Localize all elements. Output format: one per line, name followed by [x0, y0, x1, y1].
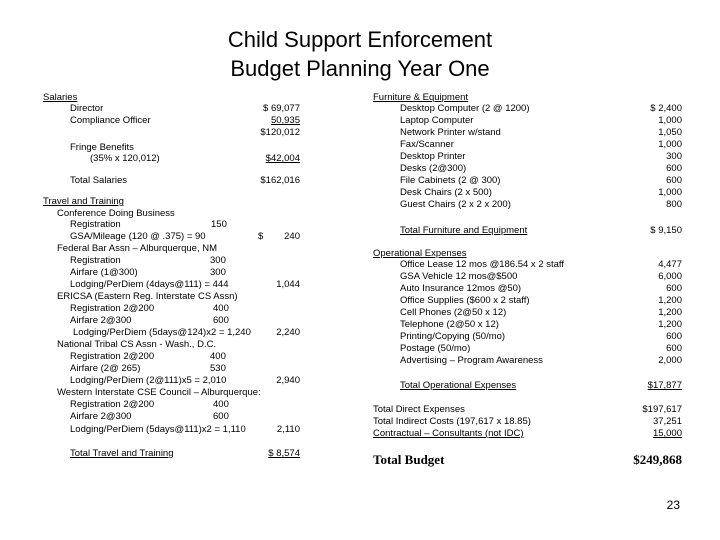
operational-item-amount: 6,000: [658, 271, 682, 282]
furniture-total-label: Total Furniture and Equipment: [400, 225, 528, 236]
ntcs-reg-label: Registration 2@200: [70, 351, 155, 362]
salaries-subtotal: $120,012: [260, 127, 300, 138]
total-budget-amount: $249,868: [633, 452, 682, 467]
furniture-item-label: Desktop Computer (2 @ 1200): [400, 103, 530, 114]
ntcs-air-value: 530: [210, 363, 226, 374]
fringe-calc: (35% x 120,012): [90, 153, 160, 164]
operational-item-label: Postage (50/mo): [400, 343, 471, 354]
fed-air-value: 300: [210, 267, 226, 278]
total-travel-label: Total Travel and Training: [70, 448, 174, 459]
furniture-item-amount: $ 2,400: [650, 103, 682, 114]
west-total: 2,110: [276, 424, 300, 435]
furniture-item-amount: 300: [666, 151, 682, 162]
page-title: [0, 25, 720, 83]
operational-item-label: Printing/Copying (50/mo): [400, 331, 506, 342]
total-salaries-amount: $162,016: [260, 175, 300, 186]
furniture-item-amount: 1,000: [658, 139, 682, 150]
total-salaries-label: Total Salaries: [70, 175, 128, 186]
west-heading: Western Interstate CSE Council – Alburquerque:: [57, 387, 261, 398]
fed-lodging-label: Lodging/PerDiem (4days@111) = 444: [70, 279, 229, 290]
fed-heading: Federal Bar Assn – Alburquerque, NM: [57, 243, 218, 254]
officer-amount: 50,935: [270, 115, 300, 126]
officer-label: Compliance Officer: [70, 115, 151, 126]
west-lodging-label: Lodging/PerDiem (5days@111)x2 = 1,110: [70, 424, 246, 435]
conf-reg-value: 150: [211, 219, 227, 230]
furniture-total-amount: $ 9,150: [650, 225, 682, 236]
west-reg-label: Registration 2@200: [70, 399, 155, 410]
operational-item-amount: 600: [666, 343, 682, 354]
travel-heading: Travel and Training: [43, 196, 124, 207]
furniture-item-amount: 1,000: [658, 115, 682, 126]
title-line-1: Child Support Enforcement: [227, 27, 493, 52]
indirect-amount: 37,251: [652, 416, 682, 427]
direct-label: Total Direct Expenses: [373, 404, 465, 415]
conf-heading: Conference Doing Business: [57, 208, 175, 219]
operational-item-amount: 1,200: [658, 307, 682, 318]
operational-item-label: Auto Insurance 12mos @50): [400, 283, 522, 294]
furniture-item-amount: 800: [666, 199, 682, 210]
operational-heading: Operational Expenses: [373, 248, 467, 259]
conf-reg-label: Registration: [70, 219, 121, 230]
ntcs-heading: National Tribal CS Assn - Wash., D.C.: [57, 339, 217, 350]
fed-air-label: Airfare (1@300): [70, 267, 138, 278]
operational-item-label: Office Supplies ($600 x 2 staff): [400, 295, 530, 306]
ericsa-lodging-label: Lodging/PerDiem (5days@124)x2 = 1,240: [73, 327, 251, 338]
furniture-item-amount: 1,050: [658, 127, 682, 138]
furniture-heading: Furniture & Equipment: [373, 92, 469, 103]
ericsa-total: 2,240: [276, 327, 300, 338]
fringe-amount: $42,004: [265, 153, 300, 164]
ericsa-reg-label: Registration 2@200: [70, 303, 155, 314]
conf-gsa-label: GSA/Mileage (120 @ .375) = 90: [70, 231, 206, 242]
furniture-item-label: Network Printer w/stand: [400, 127, 501, 138]
furniture-item-label: Desktop Printer: [400, 151, 466, 162]
operational-total-amount: $17,877: [647, 380, 682, 391]
fed-total: 1,044: [276, 279, 300, 290]
operational-total-label: Total Operational Expenses: [400, 380, 517, 391]
west-air-label: Airfare 2@300: [70, 411, 132, 422]
furniture-item-label: Guest Chairs (2 x 2 x 200): [400, 199, 511, 210]
furniture-item-label: Fax/Scanner: [400, 139, 454, 150]
furniture-item-amount: 1,000: [658, 187, 682, 198]
ntcs-air-label: Airfare (2@ 265): [70, 363, 141, 374]
ntcs-reg-value: 400: [210, 351, 226, 362]
director-label: Director: [70, 103, 104, 114]
direct-amount: $197,617: [642, 404, 682, 415]
ntcs-lodging-label: Lodging/PerDiem (2@111)x5 = 2,010: [70, 375, 227, 386]
furniture-item-label: File Cabinets (2 @ 300): [400, 175, 501, 186]
operational-item-amount: 2,000: [658, 355, 682, 366]
indirect-label: Total Indirect Costs (197,617 x 18.85): [373, 416, 531, 427]
operational-item-label: Telephone (2@50 x 12): [400, 319, 499, 330]
ericsa-heading: ERICSA (Eastern Reg. Interstate CS Assn): [57, 291, 238, 302]
furniture-item-amount: 600: [666, 175, 682, 186]
operational-item-label: GSA Vehicle 12 mos@$500: [400, 271, 518, 282]
salaries-heading: Salaries: [43, 92, 78, 103]
ericsa-air-value: 600: [213, 315, 229, 326]
furniture-item-label: Laptop Computer: [400, 115, 474, 126]
operational-item-amount: 1,200: [658, 295, 682, 306]
operational-item-label: Office Lease 12 mos @186.54 x 2 staff: [400, 259, 565, 270]
west-reg-value: 400: [213, 399, 229, 410]
fed-reg-label: Registration: [70, 255, 121, 266]
ericsa-air-label: Airfare 2@300: [70, 315, 132, 326]
operational-item-amount: 1,200: [658, 319, 682, 330]
contract-label: Contractual – Consultants (not IDC): [373, 428, 524, 439]
operational-item-amount: 600: [666, 283, 682, 294]
total-travel-amount: $ 8,574: [268, 448, 300, 459]
operational-item-label: Cell Phones (2@50 x 12): [400, 307, 507, 318]
operational-item-amount: 600: [666, 331, 682, 342]
conf-dollar: $: [258, 231, 264, 242]
furniture-item-label: Desks (2@300): [400, 163, 467, 174]
contract-amount: 15,000: [652, 428, 682, 439]
conf-total: 240: [284, 231, 300, 242]
ericsa-reg-value: 400: [213, 303, 229, 314]
total-budget-label: Total Budget: [373, 452, 445, 467]
west-air-value: 600: [213, 411, 229, 422]
fed-reg-value: 300: [210, 255, 226, 266]
page-number: 23: [666, 498, 680, 512]
furniture-item-amount: 600: [666, 163, 682, 174]
fringe-label: Fringe Benefits: [70, 142, 134, 153]
operational-item-label: Advertising – Program Awareness: [400, 355, 543, 366]
operational-item-amount: 4,477: [658, 259, 682, 270]
ntcs-total: 2,940: [276, 375, 300, 386]
director-amount: $ 69,077: [263, 103, 300, 114]
furniture-item-label: Desk Chairs (2 x 500): [400, 187, 492, 198]
title-line-2: Budget Planning Year One: [230, 56, 490, 81]
